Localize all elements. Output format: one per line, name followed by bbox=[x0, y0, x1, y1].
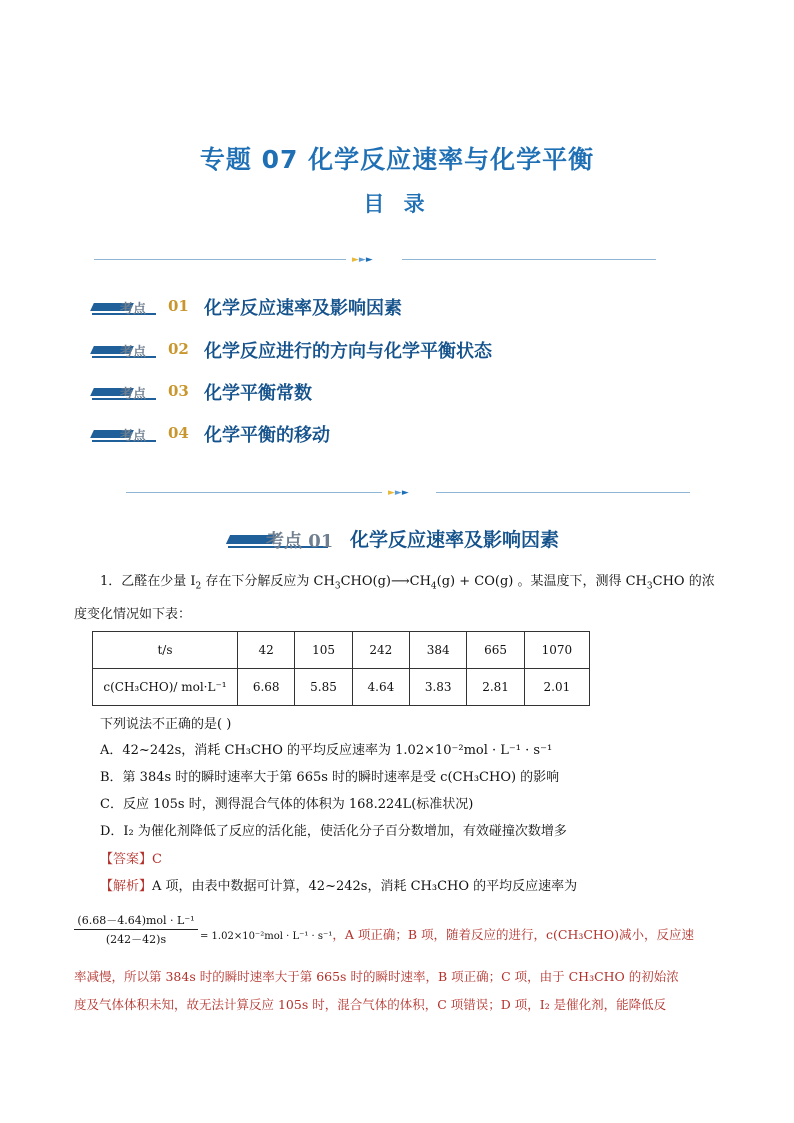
toc-number: 02 bbox=[168, 340, 189, 358]
toc-tag: 考点 bbox=[92, 343, 160, 359]
analysis-line-3: 率减慢，所以第 384s 时的瞬时速率大于第 665s 时的瞬时速率，B 项正确；C 项，由于 CH₃CHO 的初始浓 bbox=[74, 969, 679, 984]
toc-tag: 考点 bbox=[92, 300, 160, 316]
question-line-1: 1．乙醛在少量 $I_2$ 存在下分解反应为 $CH_3CHO(g)⟶CH_4(g) + CO(g)$ 。某温度下，测得 $CH_3CHO$ 的浓 bbox=[100, 574, 715, 592]
toc-title: 化学平衡的移动 bbox=[204, 425, 330, 446]
toc-item-01[interactable] bbox=[92, 297, 692, 330]
toc-tag: 考点 bbox=[92, 427, 160, 443]
table-row: t/s 42 105 242 384 665 1070 bbox=[93, 632, 590, 669]
section-heading bbox=[228, 528, 608, 554]
answer-label: 【答案】 bbox=[100, 852, 153, 867]
concentration-table bbox=[92, 631, 590, 706]
option-d: D．I₂ 为催化剂降低了反应的活化能，使活化分子百分数增加，有效碰撞次数增多 bbox=[100, 824, 567, 839]
toc-tag: 考点 bbox=[92, 385, 160, 401]
toc-item-04[interactable] bbox=[92, 424, 692, 457]
option-c: C．反应 105s 时，测得混合气体的体积为 168.224L(标准状况) bbox=[100, 797, 474, 812]
toc-number: 04 bbox=[168, 424, 189, 442]
rate-fraction: (6.68－4.64)mol · L⁻¹ (242－42)s bbox=[74, 912, 198, 947]
divider-top: ►►► bbox=[94, 255, 656, 265]
toc-heading: 目 录 bbox=[363, 192, 431, 216]
toc-title: 化学反应进行的方向与化学平衡状态 bbox=[204, 341, 492, 362]
analysis-line-1: 【解析】A 项，由表中数据可计算，42~242s，消耗 CH₃CHO 的平均反应速率为 bbox=[100, 879, 578, 894]
section-title: 化学反应速率及影响因素 bbox=[350, 529, 560, 551]
toc-title: 化学平衡常数 bbox=[204, 383, 312, 404]
section-tag: 考点 01 bbox=[266, 531, 334, 552]
analysis-label: 【解析】 bbox=[100, 879, 153, 894]
question-prompt: 下列说法不正确的是( ) bbox=[100, 717, 232, 732]
answer-value: C bbox=[152, 852, 162, 867]
analysis-line-4: 度及气体体积未知，故无法计算反应 105s 时，混合气体的体积，C 项错误；D 项，I₂ 是催化剂，能降低反 bbox=[74, 997, 667, 1012]
option-b: B．第 384s 时的瞬时速率大于第 665s 时的瞬时速率是受 c(CH₃CHO) 的影响 bbox=[100, 770, 560, 785]
question-line-2: 度变化情况如下表： bbox=[74, 607, 192, 622]
answer-line bbox=[100, 851, 162, 869]
toc-item-02[interactable] bbox=[92, 340, 692, 373]
divider-bottom: ►►► bbox=[126, 488, 690, 498]
table-row: c(CH₃CHO)/ mol·L⁻¹ 6.68 5.85 4.64 3.83 2.81 2.01 bbox=[93, 669, 590, 706]
analysis-line-2: = 1.02×10⁻²mol · L⁻¹ · s⁻¹，A 项正确；B 项，随着反应的进行，c(CH₃CHO)减小，反应速 bbox=[200, 927, 694, 942]
option-a: A．42~242s，消耗 CH₃CHO 的平均反应速率为 1.02×10⁻²mol · L⁻¹ · s⁻¹ bbox=[100, 743, 553, 758]
toc-title: 化学反应速率及影响因素 bbox=[204, 298, 402, 319]
toc-item-03[interactable] bbox=[92, 382, 692, 415]
toc-number: 03 bbox=[168, 382, 189, 400]
document-title: 专题 07 化学反应速率与化学平衡 bbox=[199, 145, 595, 174]
toc-number: 01 bbox=[168, 297, 189, 315]
